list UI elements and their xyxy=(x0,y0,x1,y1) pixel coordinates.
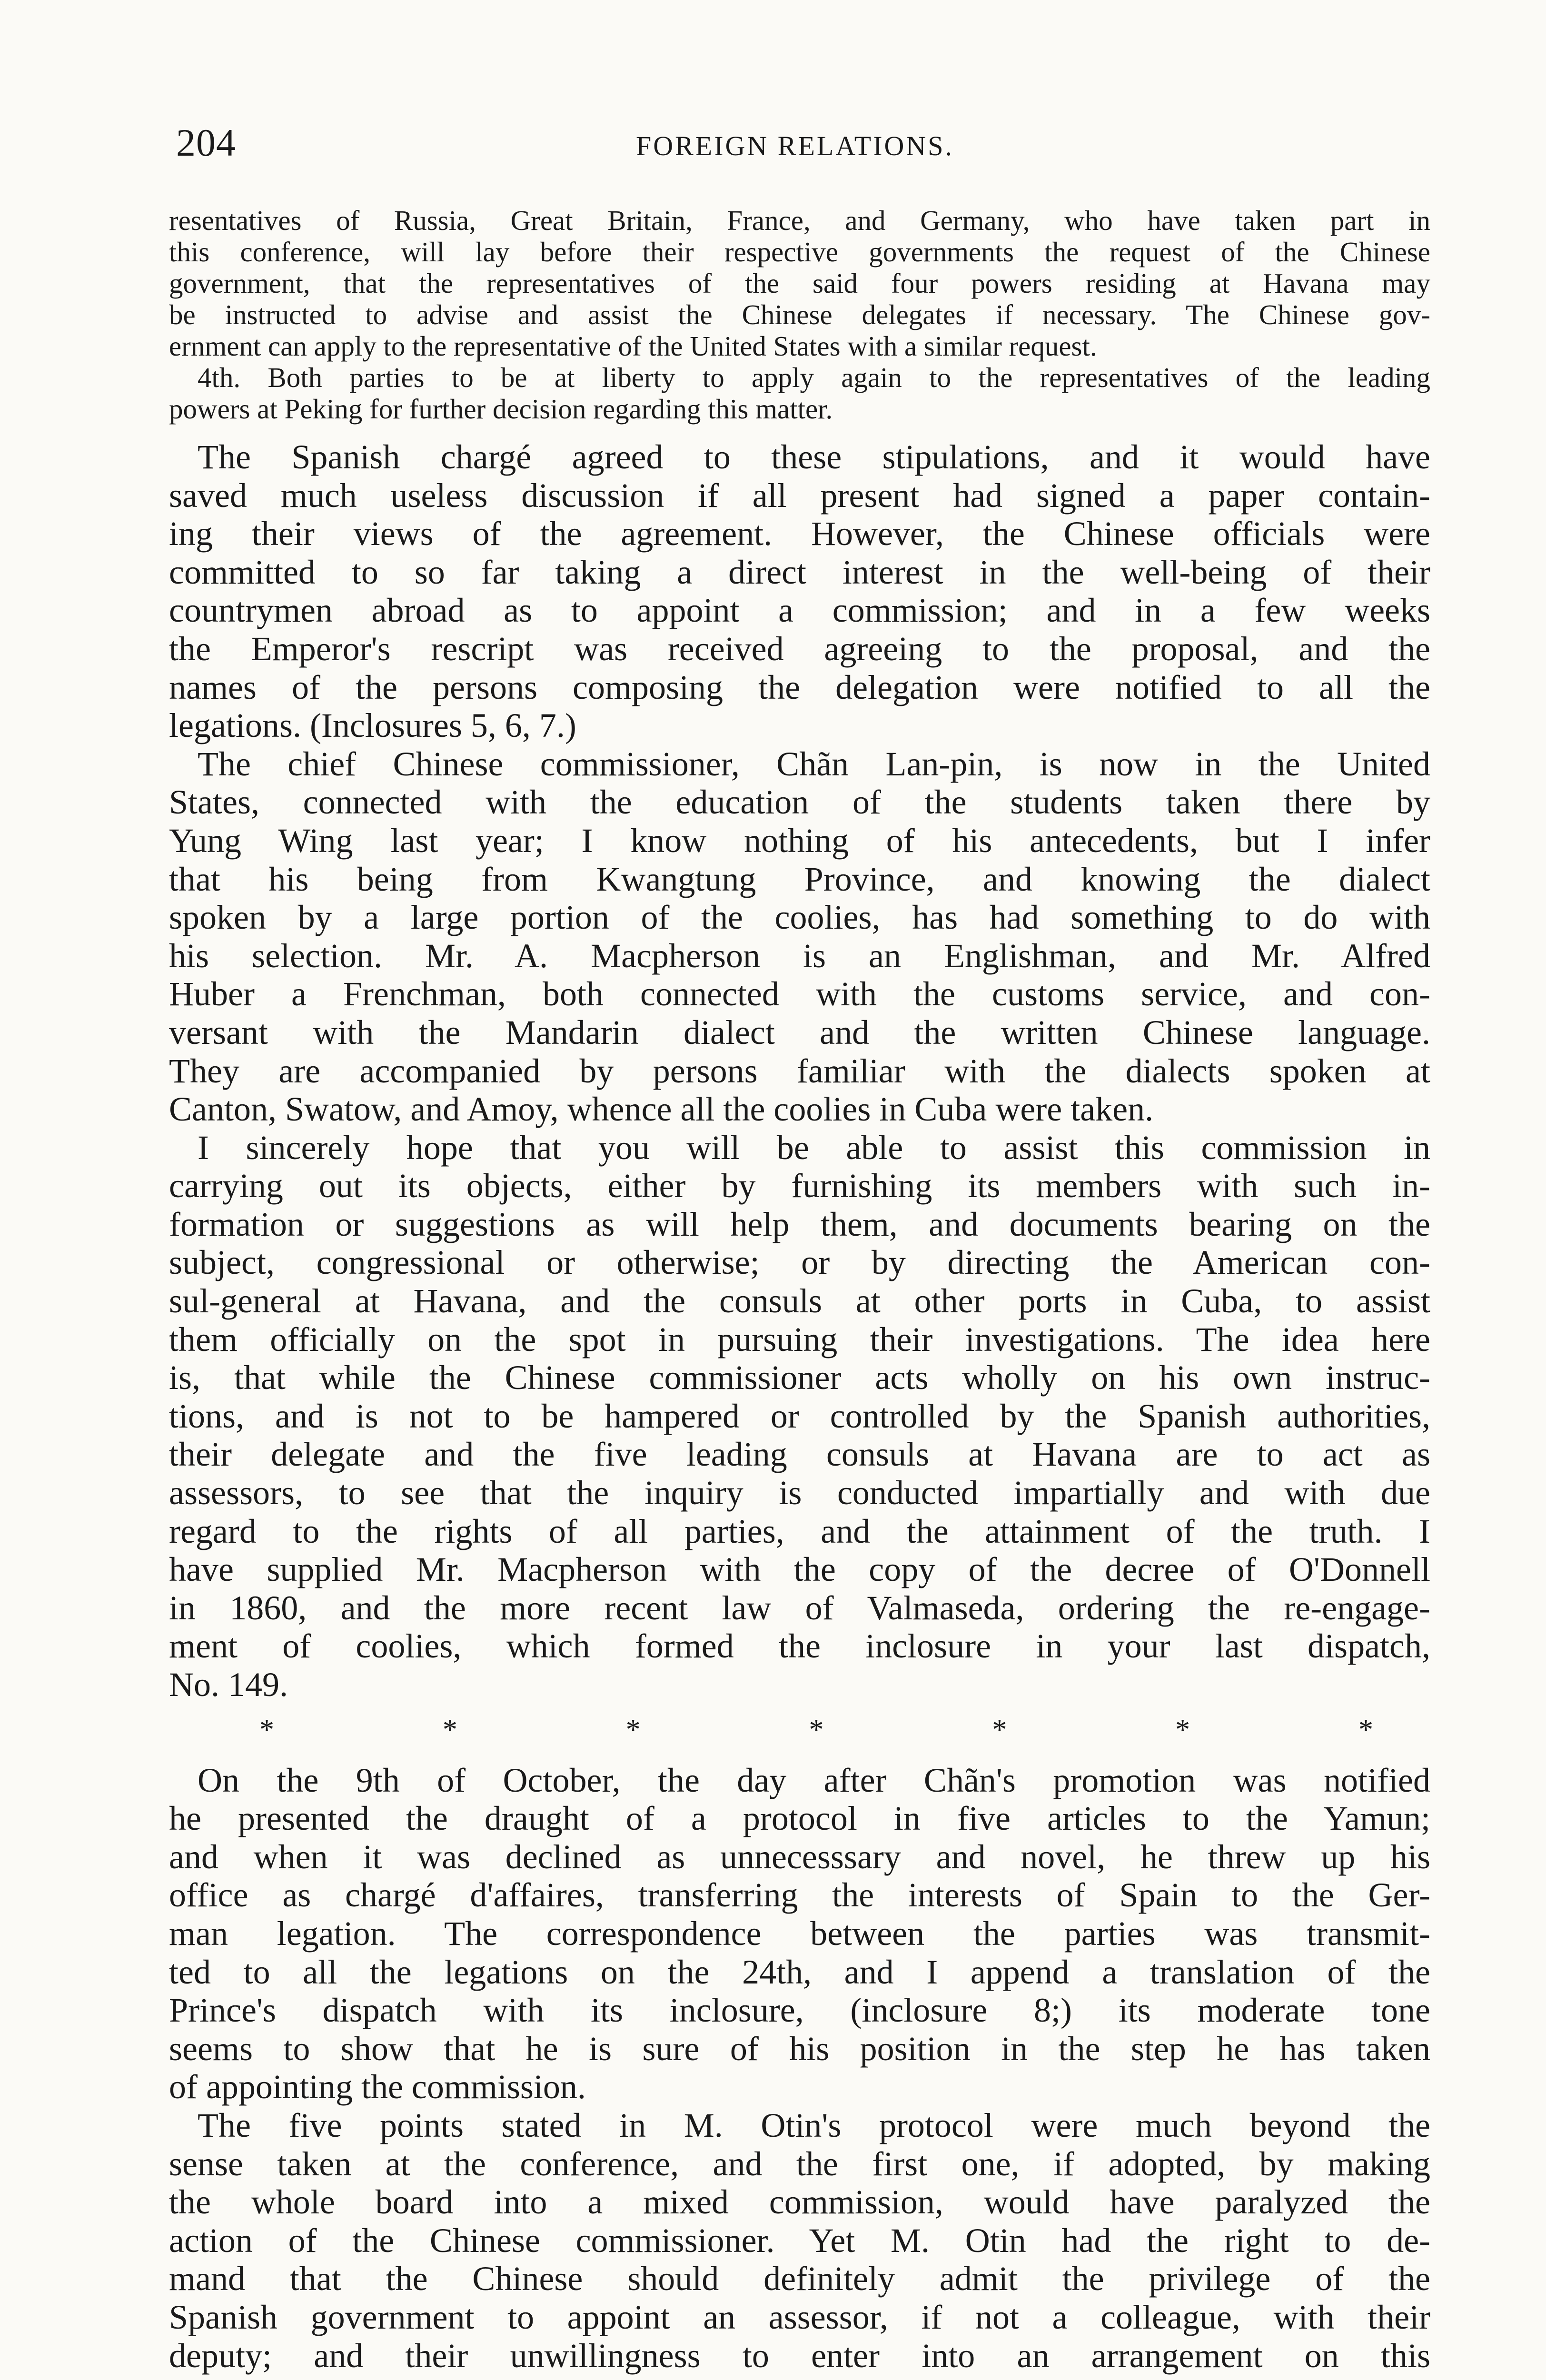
ellipsis-star: * xyxy=(809,1713,824,1746)
paragraph-line: legations. (Inclosures 5, 6, 7.) xyxy=(169,706,576,745)
paragraph-line: and when it was declined as unnecesssary and novel, he threw up his xyxy=(169,1837,1430,1876)
paragraph-line: names of the persons composing the delegation were notified to all the xyxy=(169,668,1430,706)
paragraph-line: tions, and is not to be hampered or controlled by the Spanish authorities, xyxy=(169,1397,1430,1435)
quote-line: ernment can apply to the representative of the United States with a similar request. xyxy=(169,330,1097,362)
paragraph-line: action of the Chinese commissioner. Yet M. Otin had the right to de- xyxy=(169,2221,1430,2260)
paragraph-line: countrymen abroad as to appoint a commission; and in a few weeks xyxy=(169,591,1430,630)
quote-line: government, that the representatives of the said four powers residing at Havana may xyxy=(169,268,1430,299)
ellipsis-star: * xyxy=(1358,1713,1373,1746)
paragraph-line: ment of coolies, which formed the inclosure in your last dispatch, xyxy=(169,1627,1430,1666)
paragraph-line: committed to so far taking a direct interest in the well-being of their xyxy=(169,553,1430,591)
paragraph-line: saved much useless discussion if all present had signed a paper contain- xyxy=(169,476,1430,515)
paragraph-line: the Emperor's rescript was received agreeing to the proposal, and the xyxy=(169,629,1430,668)
paragraph-line: spoken by a large portion of the coolies, has had something to do with xyxy=(169,898,1430,937)
paragraph-line: versant with the Mandarin dialect and the written Chinese language. xyxy=(169,1013,1430,1051)
paragraph-line: sense taken at the conference, and the first one, if adopted, by making xyxy=(169,2144,1430,2183)
paragraph-line: formation or suggestions as will help them, and documents bearing on the xyxy=(169,1205,1430,1243)
paragraph-line: he presented the draught of a protocol in five articles to the Yamun; xyxy=(169,1799,1430,1838)
paragraph-4 xyxy=(169,1761,1430,2106)
paragraph-line: assessors, to see that the inquiry is conducted impartially and with due xyxy=(169,1474,1430,1512)
paragraph-line: Spanish government to appoint an assessor, if not a colleague, with their xyxy=(169,2298,1430,2336)
paragraph-line: I sincerely hope that you will be able to assist this commission in xyxy=(198,1128,1430,1167)
running-head: FOREIGN RELATIONS. xyxy=(635,130,954,161)
ellipsis-star: * xyxy=(1175,1713,1190,1746)
paragraph-line: Yung Wing last year; I know nothing of his antecedents, but I infer xyxy=(169,821,1430,860)
paragraph-line: is, that while the Chinese commissioner acts wholly on his own instruc- xyxy=(169,1359,1430,1397)
paragraph-line: mand that the Chinese should definitely admit the privilege of the xyxy=(169,2260,1430,2298)
paragraph-line: ted to all the legations on the 24th, and I append a translation of the xyxy=(169,1953,1430,1991)
paragraph-line: regard to the rights of all parties, and the attainment of the truth. I xyxy=(169,1512,1430,1550)
paragraph-line: the whole board into a mixed commission, would have paralyzed the xyxy=(169,2183,1430,2221)
paragraph-line: States, connected with the education of the students taken there by xyxy=(169,783,1430,822)
block-quote xyxy=(169,205,1430,425)
paragraph-line: deputy; and their unwillingness to enter into an arrangement on this xyxy=(169,2336,1430,2375)
paragraph-line: in 1860, and the more recent law of Valmaseda, ordering the re-engage- xyxy=(169,1588,1430,1627)
paragraph-line: subject, congressional or otherwise; or by directing the American con- xyxy=(169,1243,1430,1282)
quote-line: resentatives of Russia, Great Britain, France, and Germany, who have taken part in xyxy=(169,205,1430,236)
quote-line: be instructed to advise and assist the Chinese delegates if necessary. The Chinese gov- xyxy=(169,299,1430,330)
paragraph-line: On the 9th of October, the day after Chãn's promotion was notified xyxy=(198,1761,1430,1799)
paragraph-line: office as chargé d'affaires, transferring the interests of Spain to the Ger- xyxy=(169,1876,1430,1914)
paragraph-line: Huber a Frenchman, both connected with the customs service, and con- xyxy=(169,975,1430,1013)
paragraph-line: carrying out its objects, either by furnishing its members with such in- xyxy=(169,1167,1430,1205)
paragraph-line: Canton, Swatow, and Amoy, whence all the coolies in Cuba were taken. xyxy=(169,1090,1154,1129)
paragraph-line: Prince's dispatch with its inclosure, (inclosure 8;) its moderate tone xyxy=(169,1991,1430,2030)
paragraph-line: his selection. Mr. A. Macpherson is an Englishman, and Mr. Alfred xyxy=(169,936,1430,975)
ellipsis-star: * xyxy=(259,1713,274,1746)
paragraph-line: The five points stated in M. Otin's protocol were much beyond the xyxy=(198,2106,1430,2144)
ellipsis-star: * xyxy=(625,1713,641,1746)
quote-line: this conference, will lay before their respective governments the request of the Chinese xyxy=(169,236,1430,268)
ellipsis-star: * xyxy=(442,1713,457,1746)
paragraph-line: sul-general at Havana, and the consuls at other ports in Cuba, to assist xyxy=(169,1282,1430,1320)
quote-line: powers at Peking for further decision regarding this matter. xyxy=(169,393,833,425)
ellipsis-star: * xyxy=(992,1713,1007,1746)
paragraph-line: them officially on the spot in pursuing their investigations. The idea here xyxy=(169,1320,1430,1359)
paragraph-line: of appointing the commission. xyxy=(169,2068,586,2106)
paragraph-2 xyxy=(169,745,1430,1129)
paragraph-line: man legation. The correspondence between the parties was transmit- xyxy=(169,1914,1430,1953)
paragraph-line: seems to show that he is sure of his position in the step he has taken xyxy=(169,2029,1430,2068)
paragraph-1 xyxy=(169,438,1430,745)
paragraph-line: No. 149. xyxy=(169,1666,288,1704)
paragraph-line: ing their views of the agreement. However, the Chinese officials were xyxy=(169,515,1430,553)
page-body xyxy=(169,205,1430,2375)
paragraph-line: their delegate and the five leading consuls at Havana are to act as xyxy=(169,1435,1430,1474)
ellipsis-stars xyxy=(169,1707,1430,1753)
page-header xyxy=(176,119,1414,171)
paragraph-3 xyxy=(169,1129,1430,1704)
quote-line: 4th. Both parties to be at liberty to apply again to the representatives of the leading xyxy=(198,362,1430,393)
paragraph-5 xyxy=(169,2106,1430,2375)
paragraph-line: that his being from Kwangtung Province, and knowing the dialect xyxy=(169,860,1430,898)
paragraph-line: have supplied Mr. Macpherson with the copy of the decree of O'Donnell xyxy=(169,1550,1430,1589)
paragraph-line: The chief Chinese commissioner, Chãn Lan-pin, is now in the United xyxy=(198,744,1430,783)
paragraph-line: The Spanish chargé agreed to these stipulations, and it would have xyxy=(198,438,1430,476)
page-number: 204 xyxy=(176,121,236,164)
paragraph-line: They are accompanied by persons familiar with the dialects spoken at xyxy=(169,1051,1430,1090)
